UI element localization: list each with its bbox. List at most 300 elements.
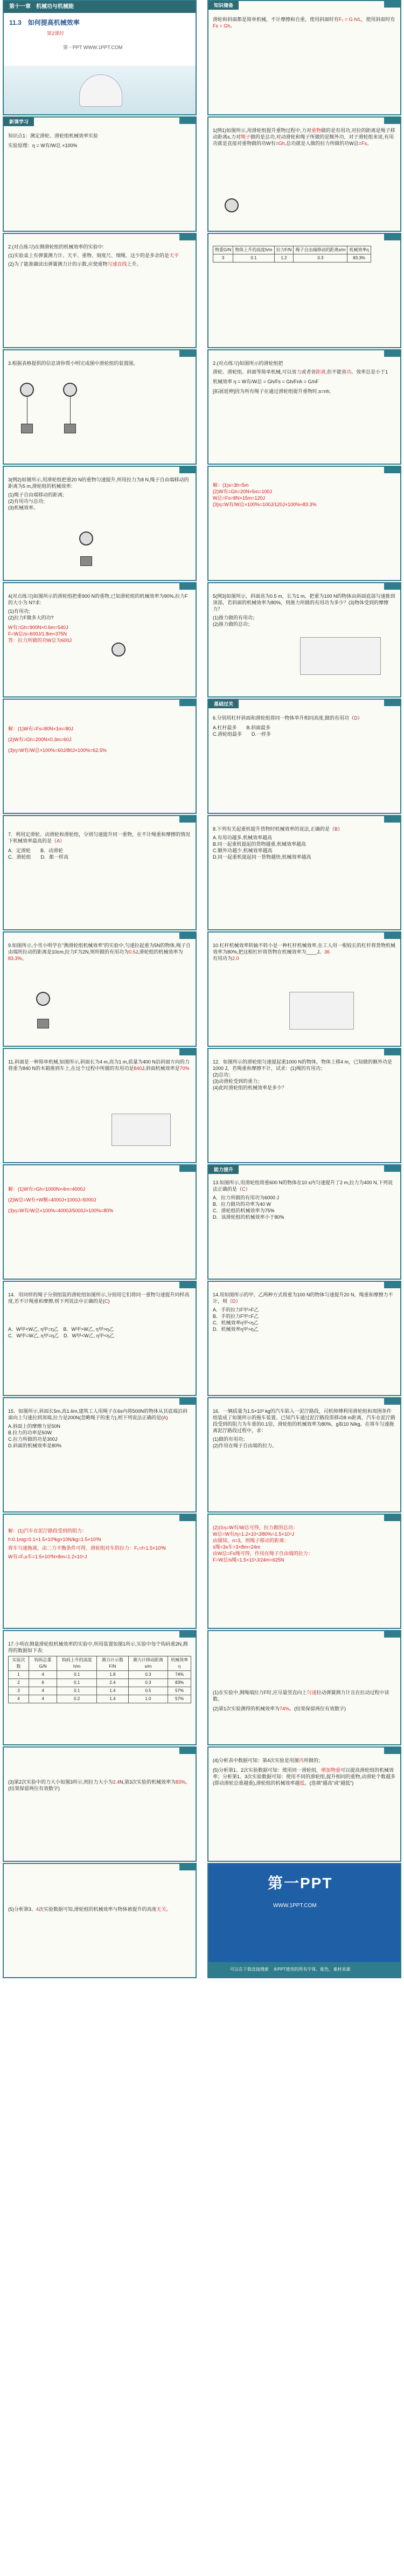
table-cell: 83%	[168, 1679, 191, 1687]
table-row	[9, 1687, 191, 1695]
table-row	[9, 1679, 191, 1687]
question-text: 10.杠杆机械效率转轴不转小是一种杠杆机械效率,在工人用一根较长的杠杆将货物机械效率为80%,把这根杠杆将货物在机械效率为____J。	[213, 943, 396, 955]
answer-fill: 功	[346, 369, 352, 375]
slide-q3-table	[207, 233, 401, 348]
option-c: C．滑轮组的机械效率为75%	[213, 1208, 275, 1213]
table-cell: 1.0	[128, 1695, 168, 1703]
corner-decoration	[384, 1515, 400, 1521]
slide-q14b	[207, 1281, 401, 1396]
question-text: 14．用同样的绳子分别组装的滑轮组如图所示,分别用它们将同一重物匀速提升同样高度,若不计绳重和摩擦,则下列说法中正确的是(	[8, 1292, 190, 1304]
slide-example-1	[207, 116, 401, 232]
solution-line: W总=W有/η=1.2×10⁴J/80%=1.5×10⁴J	[213, 1531, 295, 1537]
option-a: A．W甲<W乙, η甲=η乙	[8, 1327, 59, 1332]
answer-fill: 74%	[280, 1706, 290, 1711]
rope-line	[70, 397, 71, 424]
solution-line: s绳=3s车=3×8m=24m	[213, 1544, 261, 1550]
slide-solution-5	[3, 699, 197, 814]
slide-tab: 新课学习	[4, 118, 34, 126]
formula-fill: Fs = Gh	[213, 23, 231, 29]
table-cell: 1.4	[97, 1687, 128, 1695]
table-cell: 4	[9, 1695, 29, 1703]
corner-decoration	[384, 467, 400, 473]
option-b: B．手的拉力F甲=F乙	[213, 1314, 259, 1319]
option-b: B．拉力做功的功率为40 W	[213, 1201, 271, 1207]
question-text: 4(对点练习)如图所示的滑轮组把重900 N的重物,已知滑轮组的机械效率为90%,拉力F的大小为 N?求:	[8, 593, 188, 605]
slide-q12	[207, 1048, 401, 1163]
option-c: C.额外功越少,机械效率越高	[213, 848, 273, 853]
question-text: )	[166, 1415, 168, 1420]
table-cell: 0.3	[128, 1671, 168, 1679]
table-cell: 0.1	[57, 1671, 97, 1679]
answer-fill: 匀速	[307, 1690, 317, 1695]
question-text: 2.(对点练习)如图所示的滑轮组把	[213, 361, 283, 366]
formula: 机械效率 η = W有/W总 = Gh/Fs = Gh/Fnh = G/nF	[213, 379, 319, 384]
table-cell: 0.3	[294, 254, 347, 263]
question-text: (1)在实验中,测绳端拉力F时,应尽量竖直向上	[213, 1690, 307, 1695]
option-d: D．该滑轮组的机械效率小于80%	[213, 1214, 284, 1220]
option-b: B．W甲>W乙, η甲>η乙	[63, 1327, 114, 1332]
corner-decoration	[384, 1165, 400, 1172]
solution-line: W有=Gh=900N×0.6m=540J	[8, 625, 68, 630]
question-part: (1)实验桌上有弹簧测力计、天平、重物、刻度尺、细绳、这少的是多余的是	[8, 253, 170, 258]
question-text: (2)第1次实验测得的机械效率为	[213, 1706, 280, 1711]
slide-q14a	[3, 1281, 197, 1396]
question-part: (1)绳子自由端移动的距离;	[8, 492, 64, 498]
reserve-text: 滑轮和斜面都是简单机械，不计摩擦和自重，使用斜面时有	[213, 17, 339, 22]
corner-decoration	[384, 118, 400, 124]
option-c: C.拉力所做的功是300J	[8, 1437, 58, 1442]
question-text: ）	[235, 1299, 241, 1304]
question-text: ）	[245, 1186, 250, 1192]
question-text: 拉动弹簧测力计且在拉动过程中读数。	[213, 1690, 389, 1702]
slide-practice-2	[3, 233, 197, 348]
title-illustration	[4, 66, 196, 114]
solution-line: W总=Fs=8N×15m=120J	[213, 495, 266, 501]
table-header: 物重G/N	[213, 246, 233, 254]
pulley-diagram	[20, 383, 34, 397]
slide-knowledge-2	[207, 349, 401, 465]
weight-block	[37, 1019, 49, 1028]
solution-line: f=0.1mg=0.1×1.5×10³kg×10N/kg=1.5×10³N	[8, 1537, 101, 1542]
table-cell: 4	[29, 1687, 57, 1695]
corner-decoration	[384, 1398, 400, 1405]
solution-line: (3)η=W有/W总×100%=100J/120J×100%≈83.3%	[213, 502, 317, 507]
question-text: 做的是有用功,对拉的距离是绳子移动距离s,力对	[213, 128, 395, 140]
formula-fill: F₁ = G·h/L	[339, 17, 361, 22]
option-d: D.一样多	[252, 731, 271, 737]
site-logo: 第一PPT WWW.1PPT.COM	[63, 45, 123, 50]
question-text: 3(例2)如图所示,用滑轮组把重20 N的重物匀速提升,所用拉力为8 N,绳子自由端移动的距离为5 m,滑轮组的机械效率:	[8, 477, 189, 489]
question-part: (1)推力做的有用功；	[213, 615, 257, 620]
corner-decoration	[384, 1282, 400, 1288]
corner-decoration	[384, 933, 400, 939]
question-text: 。(选填"越高"或"越低")	[304, 1780, 354, 1786]
answer-choice: B	[335, 826, 338, 832]
question-text: (5)分析第3、	[8, 1907, 37, 1912]
answer-fill: 距离	[316, 369, 326, 375]
corner-decoration	[179, 700, 196, 706]
option-b: B.同一起重机提起的货物越重,机械效率越高	[213, 841, 307, 847]
question-part: (1)做的有用功；	[213, 1437, 248, 1442]
question-text: 。(结果保留两位有效数字)	[289, 1706, 346, 1711]
question-part: (2)拉力F做多大的功?	[8, 615, 54, 620]
question-text: J,斜面机械效率是	[142, 1066, 180, 1071]
corner-decoration	[179, 1748, 196, 1754]
weight-block	[64, 424, 76, 433]
solution-line: (2)W有=Gh=200N×0.3m=60J	[8, 737, 72, 742]
truck-ramp-figure	[112, 1114, 171, 1146]
answer-fill: 70%	[179, 1066, 190, 1071]
corner-decoration	[179, 1515, 196, 1521]
question-text: (3)第2次实验中的力大小如图3所示,则拉力大小为	[8, 1779, 113, 1785]
slide-q17-4	[207, 1746, 401, 1862]
solution-line: (2)由η=W有/W总可得，拉力做的总功：	[213, 1525, 298, 1530]
option-c: C．W甲=W乙, η甲=η乙	[8, 1333, 59, 1338]
knowledge-point: 知识点1：测定滑轮、滑轮组机械效率实验	[8, 133, 99, 139]
weight-block	[21, 424, 33, 433]
option-b: B．动滑轮	[40, 848, 64, 853]
question-part: (2)推力做的总功；	[213, 621, 253, 627]
solution-line: 由图知，n=3，则绳子移动的距离：	[213, 1538, 289, 1543]
table-header: 物体上升的高度h/m	[233, 246, 274, 254]
option-b: B.拉力的功率是50W	[8, 1430, 52, 1435]
slide-tab: 知识储备	[208, 1, 239, 10]
banner-strip: 可以在下载直接搜索 本PPT使用的所有字体、配色、素材来源	[208, 1962, 400, 1977]
table-cell: 2.4	[97, 1679, 128, 1687]
brand-banner-slide	[207, 1863, 401, 1978]
question-text: 5(例3)如图所示，斜面高为0.5 m，长为1 m，把重为100 N的物体由斜面底部匀速推到顶部，若斜面的机械效率为80%，则推力所做的有用功为多少？(3)物体受到的摩擦力？	[213, 593, 395, 612]
answer-choice: C	[105, 1299, 108, 1304]
question-text: 。效率总是小于1	[351, 369, 388, 375]
slide-example-2	[3, 466, 197, 581]
answer-fill: 低	[299, 1780, 305, 1786]
slide-q17-5	[3, 1863, 197, 1978]
question-text: 13.如图所示,用滑轮组将重600 N的物体在10 s内匀速提升了2 m,拉力为400 N,下列说法正确的是（	[213, 1180, 393, 1192]
question-part: (2)作用在绳子自由端的拉力。	[213, 1443, 277, 1448]
solution-line: 答：拉力所做的功W总为600J	[8, 638, 72, 643]
option-a: A．手的拉力F甲>F乙	[213, 1307, 259, 1313]
question-text: 2.(对点练习)在测滑轮组的机械效率的实验中:	[8, 244, 105, 250]
table-header: 绳子自由端移动的距离s/m	[294, 246, 347, 254]
slide-q17-3	[3, 1746, 197, 1862]
table-header: 钩码总重G/N	[29, 1656, 57, 1671]
solution-line: (2)W总=W有+W额=4000J+1000J=5000J	[8, 1197, 96, 1203]
option-d: D．机械效率η甲>η乙	[213, 1327, 259, 1332]
corner-decoration	[179, 1282, 196, 1288]
table-cell: 0.1	[57, 1687, 97, 1695]
question-text: 16．一辆质量为1.5×10³ kg的汽车陷入一泥泞路段，司机师傅利用滑轮组和周围条件组装成了如图所示的拖车装置。已知汽车通过泥泞路段需移动8 m距离，汽车在泥泞路段受到的阻力为车重的0.1倍，滑轮组的机械效率为80%，g取10 N/kg。在将车匀速拖离泥泞路段过程中，求：	[213, 1408, 396, 1433]
question-text: 可以提高滑轮组的机械效率；分析第1、3次实验数据可知：使用不同的滑轮组,提升相同的重物,动滑轮个数越多(即动滑轮总重越重),滑轮组的机械效率越	[213, 1767, 396, 1786]
chapter-title: 第十一章 机械功与机械能	[9, 4, 74, 10]
brand-banner	[208, 1864, 400, 1977]
table-cell: 4	[29, 1695, 57, 1703]
corner-decoration	[179, 350, 196, 357]
pulley-diagram	[79, 531, 93, 545]
solution-line: F=W总/s绳=1.5×10⁴J/24m=625N	[213, 1557, 284, 1563]
answer-fill: Gh	[278, 141, 285, 146]
slide-solution-2	[207, 466, 401, 581]
slide-ability	[207, 1164, 401, 1280]
answer-fill: 83%	[176, 1779, 186, 1785]
slide-solution-16a	[3, 1514, 197, 1629]
table-header-row	[213, 246, 371, 254]
table-header: 拉力F/N	[274, 246, 294, 254]
table-cell: 2	[9, 1679, 29, 1687]
extension-text: [拓展延伸]因为所有绳子在通过滑轮组提升重物时,s=nh,	[213, 389, 331, 394]
experiment-table	[8, 1656, 191, 1703]
slide-q10	[207, 931, 401, 1047]
answer-choice: A	[57, 838, 60, 844]
solution-line: 解：(1)汽车在泥泞路段受到的阻力：	[8, 1528, 87, 1534]
table-cell: 0.3	[128, 1679, 168, 1687]
question-text: (5)分析第1、2次实验数据可知：使用同一滑轮组，	[213, 1767, 322, 1773]
answer-fill: 840	[134, 1066, 142, 1071]
data-table	[213, 246, 371, 263]
slide-basic	[207, 699, 401, 814]
slide-q8	[207, 815, 401, 930]
question-part: 上升。	[127, 261, 142, 267]
slide-practice-4	[3, 582, 197, 697]
question-text: 滑轮、滑轮组、斜面等简单机械,可以省	[213, 369, 297, 375]
question-text: ,但不能省	[325, 369, 347, 375]
question-text: 8.下列有关起重机提升货物时机械效率的说法,正确的是（	[213, 826, 335, 832]
table-header: 机械效率η	[347, 246, 371, 254]
question-text: ）	[60, 838, 65, 844]
table-cell: 0.2	[57, 1695, 97, 1703]
table-header-row	[9, 1656, 191, 1671]
answer-fill: 83.3%	[8, 956, 22, 961]
formula: 实验原理：η = W有/W总 ×100%	[8, 143, 78, 148]
pulley-diagram	[36, 992, 50, 1006]
answer-choice: D	[232, 1299, 236, 1304]
answer-fill: 2.4	[113, 1779, 120, 1785]
option-a: A.杠杆最多	[213, 725, 237, 730]
answer-fill: 增加物重	[321, 1767, 341, 1773]
corner-decoration	[179, 933, 196, 939]
answer-fill: 力	[296, 369, 302, 375]
slide-solution-16b	[207, 1514, 401, 1629]
question-part: (2)总功；	[213, 1072, 233, 1078]
question-text: 11.斜面是一种简单机械,如图所示,斜面长为4 m,高为1 m,质量为400 N沿斜面方向的力将重为840 N的木箱推到车上,在这个过程中所做的有用功是	[8, 1059, 190, 1071]
section-title: 11.3 如何提高机械效率	[9, 19, 80, 26]
question-text: )	[108, 1299, 110, 1304]
question-part: (3)机械效率。	[8, 505, 38, 510]
slide-q17-1	[207, 1630, 401, 1745]
question-text: 做的是总功,对动滑轮和绳子所做的是额外功，对于滑轮组来说,有用功就是直接对重物做的功W有=	[213, 134, 394, 146]
answer-choice: A	[163, 1415, 166, 1420]
corner-decoration	[179, 234, 196, 240]
corner-decoration	[384, 234, 400, 240]
table-cell: 1.2	[274, 254, 294, 263]
option-d: D．都一样高	[40, 854, 69, 860]
corner-decoration	[179, 1631, 196, 1638]
question-text: 。	[22, 956, 27, 961]
question-text: J,滑轮组的机械效率为	[135, 949, 183, 955]
option-c: C．机械效率η甲<η乙	[213, 1320, 259, 1325]
table-cell: 1	[9, 1671, 29, 1679]
solution-line: (3)η=W有/W总×100%=60J/80J×100%=62.5%	[8, 748, 107, 753]
question-part: (1)有用功;	[8, 609, 30, 614]
corner-decoration	[384, 700, 400, 706]
option-d: D．W甲<W乙, η甲<η乙	[64, 1333, 115, 1338]
question-text: ）	[357, 715, 363, 721]
slide-q7	[3, 815, 197, 930]
question-text: 14.用如图所示的甲、乙两种方式将重为100 N的物体匀速提升20 N，绳重和摩擦力不计，则（	[213, 1292, 393, 1304]
answer-fill: 2.0	[232, 956, 239, 961]
question-text: 。	[367, 141, 372, 146]
answer-fill: 0.5	[129, 949, 136, 955]
question-text: 15．如图所示,斜面长5m,高1.6m,建筑工人用绳子在6s内将500N的物体从其底端沿斜面向上匀速拉到顶端,拉力是200N(忽略绳子的重力),则下列说法正确的是(	[8, 1408, 188, 1420]
option-a: A.斜面上的摩擦力是50N	[8, 1424, 61, 1429]
corner-decoration	[179, 1049, 196, 1055]
table-cell: 3	[213, 254, 233, 263]
title-slide	[3, 0, 197, 115]
slide-q3-pulley	[3, 349, 197, 465]
question-text: (4)分析表中数据可知：第4次实验是用图	[213, 1758, 299, 1763]
answer-choice: C	[242, 1186, 246, 1192]
slide-q9	[3, 931, 197, 1047]
solution-line: 由W总=Fs绳可得，作用在绳子自由端的拉力：	[213, 1551, 313, 1556]
slide-q17	[3, 1630, 197, 1745]
solution-line: 解：(1)W有=Fs=80N×1m=80J	[8, 726, 74, 731]
answer-fill: 无关	[156, 1907, 166, 1912]
corner-decoration	[179, 1398, 196, 1405]
slide-solution-12	[3, 1164, 197, 1280]
answer-fill: 36	[324, 949, 330, 955]
question-text: N,第3次实验的机械效率为	[120, 1779, 176, 1785]
table-cell: 4	[29, 1671, 57, 1679]
lever-figure	[289, 992, 354, 1030]
solution-line: W有=F₁s车=1.5×10³N×8m=1.2×10⁴J	[8, 1554, 87, 1559]
solution-line: F=W总/s=600J/1.8m≈375N	[8, 631, 67, 637]
corner-decoration	[384, 1, 400, 8]
table-cell: 57%	[168, 1687, 191, 1695]
corner-decoration	[179, 118, 196, 124]
corner-decoration	[179, 1165, 196, 1172]
question-part: (3)动滑轮受到的重力；	[213, 1079, 263, 1084]
corner-decoration	[179, 816, 196, 823]
solution-line: 解：(1)W有=Gh=1000N×4m=4000J	[8, 1186, 86, 1192]
chapter-bar	[4, 1, 196, 13]
answer-fill: 重物	[311, 128, 322, 133]
slide-new-lesson	[3, 116, 197, 232]
option-c: C．滑轮组	[8, 854, 31, 860]
table-cell: 57%	[168, 1695, 191, 1703]
table-cell: 1.8	[97, 1671, 128, 1679]
question-text: 次实验数据可知,滑轮组的机械效率与物体被提升的高度	[39, 1907, 157, 1912]
solution-line: (2)W有=Gh=20N×5m=100J	[213, 489, 273, 494]
table-header: 机械效率η	[168, 1656, 191, 1671]
table-row	[9, 1671, 191, 1679]
slide-q15	[3, 1397, 197, 1513]
slide-q11	[3, 1048, 197, 1163]
solution-line: 将车匀速拖离，由二力平衡条件可得，滑轮组对车的拉力：F₁=f=1.5×10³N	[8, 1545, 166, 1551]
table-cell: 3	[9, 1687, 29, 1695]
corner-decoration	[384, 350, 400, 357]
answer-fill: Fs	[361, 141, 367, 146]
table-header: 测力计示数F/N	[97, 1656, 128, 1671]
table-cell: 0.5	[128, 1687, 168, 1695]
question-text: 。(结果保留两位有效数字)	[8, 1779, 191, 1791]
corner-decoration	[179, 1864, 196, 1870]
slide-tab: 能力提升	[208, 1165, 239, 1174]
table-header: 测力计移动距离s/m	[128, 1656, 168, 1671]
pulley-diagram	[112, 643, 126, 657]
option-a: A．定滑轮	[8, 848, 31, 853]
table-row	[9, 1695, 191, 1703]
table-row	[213, 254, 371, 263]
answer-fill: 丙	[299, 1758, 304, 1763]
question-text: ）	[338, 826, 343, 832]
table-cell: 74%	[168, 1671, 191, 1679]
option-a: A.有用功越多,机械效率越高	[213, 835, 273, 840]
option-d: D.斜面的机械效率是80%	[8, 1443, 62, 1448]
table-cell: 0.1	[57, 1679, 97, 1687]
brand-url: WWW.1PPT.COM	[273, 1903, 317, 1909]
answer-choice: D	[354, 715, 358, 721]
table-header: 实验次数	[9, 1656, 29, 1671]
question-part: (4)此时滑轮组的机械效率是多少？	[213, 1085, 287, 1090]
brand-name: 第一PPT	[268, 1875, 333, 1891]
answer-fill: 天平	[169, 253, 179, 258]
corner-decoration	[384, 1631, 400, 1638]
solution-line: (3)η=W有/W总×100%=4000J/5000J×100%=80%	[8, 1208, 114, 1213]
question-text: 17.小明在测量滑轮组机械效率的实验中,所用装置如图1所示,实验中每个钩码重2N,测得的数据如下表:	[8, 1641, 188, 1653]
incline-figure	[300, 637, 381, 675]
weight-block	[80, 556, 92, 566]
answer-fill: 匀速直线	[107, 261, 127, 267]
corner-decoration	[384, 1049, 400, 1055]
question-part: (2)为了能准确读出弹簧测力计的示数,应使重物	[8, 261, 108, 267]
option-d: D.同一起重机提起同一货物越快,机械效率越高	[213, 854, 311, 860]
lesson-label: 第2课时	[47, 31, 65, 36]
answer-fill: 4	[36, 1907, 39, 1912]
table-cell: 83.3%	[347, 254, 371, 263]
question-text: ,总功就是人做的拉力所做的功W总=	[284, 141, 362, 146]
question-text: 9.如图所示,小雪小明学在"测滑轮组机械效率"的实验中,匀速拉起重为5N的物体,绳子自由端所拉动的距离是10cm,拉力F为2N,则所做的有用功为	[8, 943, 191, 955]
corner-decoration	[384, 583, 400, 590]
reserve-text: 。	[230, 23, 235, 29]
reserve-text: ，使用斜面时有	[361, 17, 395, 22]
question-part: (2)有用功与总功;	[8, 499, 45, 504]
question-text: 。	[166, 1907, 171, 1912]
question-text: 有用功为	[213, 956, 233, 961]
pulley-diagram	[225, 198, 239, 212]
table-cell: 0.1	[233, 254, 274, 263]
table-cell: 1.4	[97, 1695, 128, 1703]
table-cell: 6	[29, 1679, 57, 1687]
pulley-diagram	[63, 383, 77, 397]
slide-knowledge-reserve	[207, 0, 401, 115]
corner-decoration	[384, 816, 400, 823]
corner-decoration	[384, 1748, 400, 1754]
question-text: 1(例1)如图所示,用滑轮组提升重物过程中,力对	[213, 128, 312, 133]
question-text: 或者省	[301, 369, 316, 375]
slide-q16	[207, 1397, 401, 1513]
lamp-graphic	[79, 74, 122, 107]
question-text: 6.分别用杠杆斜面和滑轮组将同一物体举升相同高度,做的有用功（	[213, 715, 354, 721]
question-text: 所做的；	[304, 1758, 324, 1763]
question-text: 12．如图所示的滑轮组匀速提起重1000 N的物体，物体上移4 m，已知做的额外功是1000 J，若绳重和摩擦不计，试求：(1)绳的有用功；	[213, 1059, 393, 1071]
solution-line: 解：(1)s=3h=5m	[213, 482, 249, 488]
question-text: 7．利用定滑轮、动滑轮和滑轮组，分别匀速提升同一重物，在不计绳重和摩擦的情况下机械效率最高的是（	[8, 832, 191, 844]
corner-decoration	[179, 467, 196, 473]
option-b: B.斜面最多	[246, 725, 271, 730]
table-header: 钩码上升的高度h/m	[57, 1656, 97, 1671]
answer-fill: 绳子	[241, 134, 251, 140]
option-c: C.滑轮组最多	[213, 731, 242, 737]
slide-example-3	[207, 582, 401, 697]
